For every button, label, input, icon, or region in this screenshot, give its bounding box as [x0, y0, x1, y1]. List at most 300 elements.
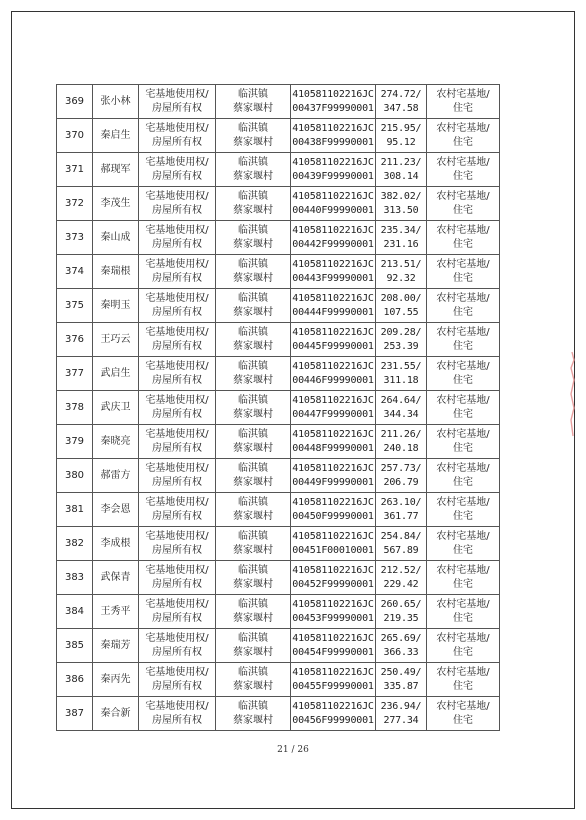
cell-land-use-line: 住宅 — [453, 272, 473, 284]
cell-area — [376, 153, 427, 187]
cell-land-use-line: 农村宅基地/ — [436, 632, 490, 644]
cell-area-line: 311.18 — [383, 374, 419, 386]
cell-area-line: 308.14 — [383, 170, 419, 182]
cell-right-type-line: 房屋所有权 — [152, 374, 202, 386]
cell-owner-name: 李会恩 — [93, 493, 139, 527]
cell-location-line: 蔡家堰村 — [233, 136, 273, 148]
cell-property-code — [291, 459, 376, 493]
cell-area-line: 254.84/ — [380, 530, 422, 542]
cell-land-use-line: 农村宅基地/ — [436, 122, 490, 134]
cell-right-type-line: 房屋所有权 — [152, 204, 202, 216]
cell-land-use — [427, 85, 500, 119]
cell-owner-name: 李茂生 — [93, 187, 139, 221]
cell-right-type-line: 宅基地使用权/ — [145, 462, 209, 474]
cell-property-code-line: 410581102216JC — [292, 462, 374, 474]
cell-right-type — [139, 289, 216, 323]
cell-area — [376, 357, 427, 391]
cell-land-use-line: 农村宅基地/ — [436, 428, 490, 440]
cell-right-type-line: 宅基地使用权/ — [145, 700, 209, 712]
table-row — [57, 289, 500, 323]
cell-location — [216, 323, 291, 357]
cell-property-code-line: 410581102216JC — [292, 88, 374, 100]
cell-right-type — [139, 153, 216, 187]
cell-location-line: 蔡家堰村 — [233, 170, 273, 182]
cell-owner-name: 武启生 — [93, 357, 139, 391]
cell-land-use-line: 住宅 — [453, 612, 473, 624]
cell-right-type-line: 宅基地使用权/ — [145, 530, 209, 542]
cell-property-code-line: 410581102216JC — [292, 666, 374, 678]
cell-property-code-line: 00456F99990001 — [292, 714, 374, 726]
cell-land-use — [427, 357, 500, 391]
cell-land-use-line: 住宅 — [453, 646, 473, 658]
cell-area-line: 95.12 — [386, 136, 416, 148]
cell-area-line: 344.34 — [383, 408, 419, 420]
cell-property-code — [291, 255, 376, 289]
cell-right-type-line: 房屋所有权 — [152, 646, 202, 658]
cell-right-type — [139, 357, 216, 391]
cell-area — [376, 221, 427, 255]
cell-land-use-line: 农村宅基地/ — [436, 394, 490, 406]
cell-property-code-line: 00442F99990001 — [292, 238, 374, 250]
cell-location-line: 临淇镇 — [238, 564, 268, 576]
cell-owner-name: 李成根 — [93, 527, 139, 561]
table-row — [57, 629, 500, 663]
table-row — [57, 221, 500, 255]
cell-property-code-line: 410581102216JC — [292, 326, 374, 338]
table-row — [57, 561, 500, 595]
cell-land-use-line: 住宅 — [453, 408, 473, 420]
cell-land-use-line: 住宅 — [453, 442, 473, 454]
cell-area — [376, 391, 427, 425]
cell-land-use — [427, 527, 500, 561]
cell-land-use — [427, 493, 500, 527]
cell-location — [216, 663, 291, 697]
cell-area — [376, 561, 427, 595]
cell-right-type-line: 房屋所有权 — [152, 680, 202, 692]
cell-land-use-line: 住宅 — [453, 510, 473, 522]
cell-area-line: 260.65/ — [380, 598, 422, 610]
cell-owner-name: 王巧云 — [93, 323, 139, 357]
cell-right-type-line: 房屋所有权 — [152, 510, 202, 522]
cell-location — [216, 459, 291, 493]
cell-land-use — [427, 153, 500, 187]
cell-area — [376, 493, 427, 527]
cell-right-type-line: 宅基地使用权/ — [145, 156, 209, 168]
cell-property-code — [291, 595, 376, 629]
cell-row-number: 370 — [57, 119, 93, 153]
cell-location-line: 蔡家堰村 — [233, 340, 273, 352]
cell-land-use-line: 农村宅基地/ — [436, 156, 490, 168]
cell-location-line: 临淇镇 — [238, 666, 268, 678]
cell-location — [216, 153, 291, 187]
cell-right-type-line: 宅基地使用权/ — [145, 632, 209, 644]
cell-location — [216, 187, 291, 221]
cell-location-line: 临淇镇 — [238, 190, 268, 202]
cell-property-code-line: 410581102216JC — [292, 632, 374, 644]
cell-location — [216, 119, 291, 153]
cell-area-line: 567.89 — [383, 544, 419, 556]
cell-owner-name: 郝雷方 — [93, 459, 139, 493]
cell-area-line: 208.00/ — [380, 292, 422, 304]
cell-location — [216, 493, 291, 527]
cell-property-code — [291, 391, 376, 425]
cell-right-type-line: 宅基地使用权/ — [145, 292, 209, 304]
cell-property-code-line: 410581102216JC — [292, 394, 374, 406]
table-row — [57, 425, 500, 459]
cell-property-code-line: 410581102216JC — [292, 428, 374, 440]
cell-land-use-line: 农村宅基地/ — [436, 496, 490, 508]
cell-right-type-line: 房屋所有权 — [152, 442, 202, 454]
cell-right-type — [139, 255, 216, 289]
cell-area — [376, 323, 427, 357]
cell-land-use — [427, 459, 500, 493]
cell-right-type — [139, 425, 216, 459]
cell-location-line: 临淇镇 — [238, 292, 268, 304]
cell-property-code — [291, 323, 376, 357]
cell-owner-name: 秦瑞芳 — [93, 629, 139, 663]
cell-row-number: 379 — [57, 425, 93, 459]
cell-right-type-line: 房屋所有权 — [152, 544, 202, 556]
cell-row-number: 374 — [57, 255, 93, 289]
cell-area — [376, 119, 427, 153]
cell-property-code — [291, 85, 376, 119]
cell-area-line: 235.34/ — [380, 224, 422, 236]
cell-area — [376, 663, 427, 697]
cell-area-line: 212.52/ — [380, 564, 422, 576]
cell-area-line: 209.28/ — [380, 326, 422, 338]
cell-location — [216, 221, 291, 255]
cell-area-line: 206.79 — [383, 476, 419, 488]
cell-right-type — [139, 663, 216, 697]
table-row — [57, 357, 500, 391]
cell-area-line: 92.32 — [386, 272, 416, 284]
cell-area-line: 215.95/ — [380, 122, 422, 134]
page-number: 21 / 26 — [277, 745, 309, 755]
cell-owner-name: 张小林 — [93, 85, 139, 119]
cell-area-line: 211.26/ — [380, 428, 422, 440]
cell-location — [216, 425, 291, 459]
cell-area — [376, 629, 427, 663]
cell-location-line: 临淇镇 — [238, 632, 268, 644]
cell-row-number: 377 — [57, 357, 93, 391]
cell-area-line: 231.55/ — [380, 360, 422, 372]
cell-area-line: 265.69/ — [380, 632, 422, 644]
cell-property-code-line: 00443F99990001 — [292, 272, 374, 284]
cell-area-line: 277.34 — [383, 714, 419, 726]
cell-area — [376, 85, 427, 119]
cell-right-type-line: 房屋所有权 — [152, 408, 202, 420]
cell-owner-name: 秦合新 — [93, 697, 139, 731]
cell-property-code-line: 00454F99990001 — [292, 646, 374, 658]
cell-location-line: 临淇镇 — [238, 360, 268, 372]
table-row — [57, 255, 500, 289]
cell-property-code — [291, 289, 376, 323]
cell-land-use — [427, 425, 500, 459]
cell-right-type-line: 房屋所有权 — [152, 272, 202, 284]
cell-right-type-line: 宅基地使用权/ — [145, 666, 209, 678]
cell-right-type-line: 宅基地使用权/ — [145, 88, 209, 100]
cell-row-number: 378 — [57, 391, 93, 425]
cell-row-number: 385 — [57, 629, 93, 663]
cell-right-type — [139, 697, 216, 731]
cell-location — [216, 697, 291, 731]
cell-row-number: 372 — [57, 187, 93, 221]
cell-row-number: 371 — [57, 153, 93, 187]
cell-location-line: 蔡家堰村 — [233, 578, 273, 590]
cell-location-line: 蔡家堰村 — [233, 544, 273, 556]
cell-area-line: 347.58 — [383, 102, 419, 114]
cell-area-line: 274.72/ — [380, 88, 422, 100]
table-row — [57, 697, 500, 731]
cell-area-line: 240.18 — [383, 442, 419, 454]
cell-right-type-line: 宅基地使用权/ — [145, 258, 209, 270]
table-row — [57, 527, 500, 561]
cell-right-type-line: 房屋所有权 — [152, 578, 202, 590]
cell-land-use-line: 农村宅基地/ — [436, 88, 490, 100]
cell-area-line: 366.33 — [383, 646, 419, 658]
cell-owner-name: 武保青 — [93, 561, 139, 595]
cell-owner-name: 秦晓亮 — [93, 425, 139, 459]
cell-right-type — [139, 527, 216, 561]
cell-property-code-line: 410581102216JC — [292, 496, 374, 508]
cell-land-use-line: 农村宅基地/ — [436, 530, 490, 542]
table-row — [57, 595, 500, 629]
cell-property-code — [291, 629, 376, 663]
cell-land-use-line: 住宅 — [453, 238, 473, 250]
cell-land-use — [427, 187, 500, 221]
cell-land-use-line: 住宅 — [453, 680, 473, 692]
records-table-body — [57, 85, 500, 731]
cell-area — [376, 187, 427, 221]
cell-land-use-line: 住宅 — [453, 306, 473, 318]
cell-row-number: 376 — [57, 323, 93, 357]
cell-row-number: 383 — [57, 561, 93, 595]
table-row — [57, 391, 500, 425]
cell-location-line: 蔡家堰村 — [233, 510, 273, 522]
cell-location-line: 临淇镇 — [238, 598, 268, 610]
cell-property-code — [291, 561, 376, 595]
cell-area-line: 257.73/ — [380, 462, 422, 474]
cell-row-number: 387 — [57, 697, 93, 731]
cell-land-use-line: 住宅 — [453, 578, 473, 590]
cell-land-use-line: 农村宅基地/ — [436, 360, 490, 372]
table-row — [57, 459, 500, 493]
cell-row-number: 384 — [57, 595, 93, 629]
cell-property-code — [291, 357, 376, 391]
cell-right-type — [139, 119, 216, 153]
cell-location — [216, 595, 291, 629]
cell-land-use-line: 农村宅基地/ — [436, 666, 490, 678]
cell-location-line: 临淇镇 — [238, 326, 268, 338]
cell-area-line: 335.87 — [383, 680, 419, 692]
table-row — [57, 663, 500, 697]
cell-land-use-line: 住宅 — [453, 340, 473, 352]
cell-location — [216, 527, 291, 561]
cell-property-code-line: 00439F99990001 — [292, 170, 374, 182]
cell-location-line: 临淇镇 — [238, 258, 268, 270]
cell-area-line: 250.49/ — [380, 666, 422, 678]
cell-right-type-line: 宅基地使用权/ — [145, 122, 209, 134]
cell-land-use-line: 住宅 — [453, 714, 473, 726]
cell-row-number: 373 — [57, 221, 93, 255]
cell-land-use — [427, 595, 500, 629]
cell-area-line: 263.10/ — [380, 496, 422, 508]
cell-owner-name: 武庆卫 — [93, 391, 139, 425]
cell-property-code-line: 00437F99990001 — [292, 102, 374, 114]
cell-right-type-line: 宅基地使用权/ — [145, 496, 209, 508]
cell-property-code — [291, 153, 376, 187]
cell-property-code-line: 410581102216JC — [292, 190, 374, 202]
cell-land-use — [427, 391, 500, 425]
cell-location — [216, 629, 291, 663]
cell-right-type-line: 房屋所有权 — [152, 476, 202, 488]
cell-right-type — [139, 323, 216, 357]
cell-property-code-line: 00452F99990001 — [292, 578, 374, 590]
cell-area-line: 264.64/ — [380, 394, 422, 406]
cell-property-code-line: 00444F99990001 — [292, 306, 374, 318]
cell-land-use-line: 农村宅基地/ — [436, 598, 490, 610]
cell-land-use — [427, 697, 500, 731]
cell-land-use-line: 住宅 — [453, 544, 473, 556]
cell-land-use-line: 农村宅基地/ — [436, 700, 490, 712]
cell-location — [216, 85, 291, 119]
cell-land-use-line: 农村宅基地/ — [436, 190, 490, 202]
table-row — [57, 493, 500, 527]
cell-land-use-line: 农村宅基地/ — [436, 224, 490, 236]
cell-land-use — [427, 323, 500, 357]
cell-land-use-line: 住宅 — [453, 136, 473, 148]
cell-land-use — [427, 289, 500, 323]
cell-location-line: 蔡家堰村 — [233, 102, 273, 114]
cell-right-type-line: 房屋所有权 — [152, 340, 202, 352]
cell-land-use — [427, 561, 500, 595]
cell-property-code-line: 410581102216JC — [292, 598, 374, 610]
cell-property-code-line: 00438F99990001 — [292, 136, 374, 148]
cell-area-line: 253.39 — [383, 340, 419, 352]
cell-area — [376, 425, 427, 459]
cell-location-line: 临淇镇 — [238, 428, 268, 440]
cell-property-code-line: 00455F99990001 — [292, 680, 374, 692]
cell-property-code-line: 00453F99990001 — [292, 612, 374, 624]
cell-right-type-line: 房屋所有权 — [152, 136, 202, 148]
cell-location — [216, 289, 291, 323]
cell-land-use-line: 住宅 — [453, 170, 473, 182]
cell-area-line: 236.94/ — [380, 700, 422, 712]
cell-location-line: 蔡家堰村 — [233, 442, 273, 454]
cell-location-line: 临淇镇 — [238, 224, 268, 236]
cell-property-code — [291, 527, 376, 561]
cell-location-line: 蔡家堰村 — [233, 714, 273, 726]
cell-land-use — [427, 255, 500, 289]
cell-area — [376, 527, 427, 561]
cell-property-code-line: 410581102216JC — [292, 564, 374, 576]
cell-property-code — [291, 221, 376, 255]
cell-right-type — [139, 629, 216, 663]
cell-property-code — [291, 119, 376, 153]
cell-area-line: 382.02/ — [380, 190, 422, 202]
cell-area-line: 231.16 — [383, 238, 419, 250]
cell-row-number: 369 — [57, 85, 93, 119]
cell-right-type — [139, 187, 216, 221]
cell-owner-name: 秦山成 — [93, 221, 139, 255]
cell-property-code — [291, 187, 376, 221]
cell-row-number: 380 — [57, 459, 93, 493]
cell-right-type-line: 宅基地使用权/ — [145, 564, 209, 576]
stamp-edge-mark — [568, 350, 576, 440]
cell-land-use-line: 农村宅基地/ — [436, 462, 490, 474]
cell-location-line: 临淇镇 — [238, 462, 268, 474]
cell-property-code-line: 00450F99990001 — [292, 510, 374, 522]
cell-location-line: 蔡家堰村 — [233, 306, 273, 318]
cell-land-use — [427, 663, 500, 697]
cell-location-line: 蔡家堰村 — [233, 204, 273, 216]
table-row — [57, 119, 500, 153]
cell-right-type — [139, 221, 216, 255]
cell-area-line: 107.55 — [383, 306, 419, 318]
cell-owner-name: 秦丙先 — [93, 663, 139, 697]
records-table-wrapper — [56, 84, 499, 731]
cell-area — [376, 289, 427, 323]
cell-right-type — [139, 595, 216, 629]
cell-right-type-line: 房屋所有权 — [152, 612, 202, 624]
cell-property-code-line: 00448F99990001 — [292, 442, 374, 454]
cell-owner-name: 秦瑞根 — [93, 255, 139, 289]
cell-land-use-line: 农村宅基地/ — [436, 292, 490, 304]
cell-location-line: 临淇镇 — [238, 496, 268, 508]
cell-location — [216, 561, 291, 595]
cell-location-line: 临淇镇 — [238, 88, 268, 100]
cell-land-use-line: 住宅 — [453, 374, 473, 386]
cell-area-line: 219.35 — [383, 612, 419, 624]
cell-land-use — [427, 629, 500, 663]
cell-right-type — [139, 561, 216, 595]
table-row — [57, 85, 500, 119]
cell-location-line: 蔡家堰村 — [233, 272, 273, 284]
cell-owner-name: 秦启生 — [93, 119, 139, 153]
cell-location — [216, 391, 291, 425]
cell-right-type-line: 宅基地使用权/ — [145, 224, 209, 236]
cell-location-line: 临淇镇 — [238, 530, 268, 542]
cell-property-code-line: 00447F99990001 — [292, 408, 374, 420]
cell-property-code — [291, 663, 376, 697]
cell-area-line: 211.23/ — [380, 156, 422, 168]
cell-property-code-line: 410581102216JC — [292, 530, 374, 542]
records-table — [56, 84, 500, 731]
cell-property-code-line: 00449F99990001 — [292, 476, 374, 488]
cell-property-code-line: 00440F99990001 — [292, 204, 374, 216]
cell-location-line: 临淇镇 — [238, 394, 268, 406]
cell-property-code-line: 00445F99990001 — [292, 340, 374, 352]
cell-location-line: 蔡家堰村 — [233, 680, 273, 692]
cell-property-code — [291, 425, 376, 459]
cell-area — [376, 595, 427, 629]
cell-location-line: 蔡家堰村 — [233, 646, 273, 658]
cell-owner-name: 秦明玉 — [93, 289, 139, 323]
cell-right-type — [139, 493, 216, 527]
cell-property-code-line: 410581102216JC — [292, 156, 374, 168]
cell-land-use-line: 农村宅基地/ — [436, 326, 490, 338]
cell-right-type — [139, 459, 216, 493]
cell-location-line: 蔡家堰村 — [233, 612, 273, 624]
cell-location-line: 蔡家堰村 — [233, 238, 273, 250]
cell-right-type-line: 房屋所有权 — [152, 170, 202, 182]
cell-right-type-line: 房屋所有权 — [152, 238, 202, 250]
cell-land-use-line: 住宅 — [453, 102, 473, 114]
cell-location — [216, 357, 291, 391]
cell-location-line: 临淇镇 — [238, 122, 268, 134]
cell-location-line: 临淇镇 — [238, 700, 268, 712]
cell-right-type-line: 宅基地使用权/ — [145, 428, 209, 440]
